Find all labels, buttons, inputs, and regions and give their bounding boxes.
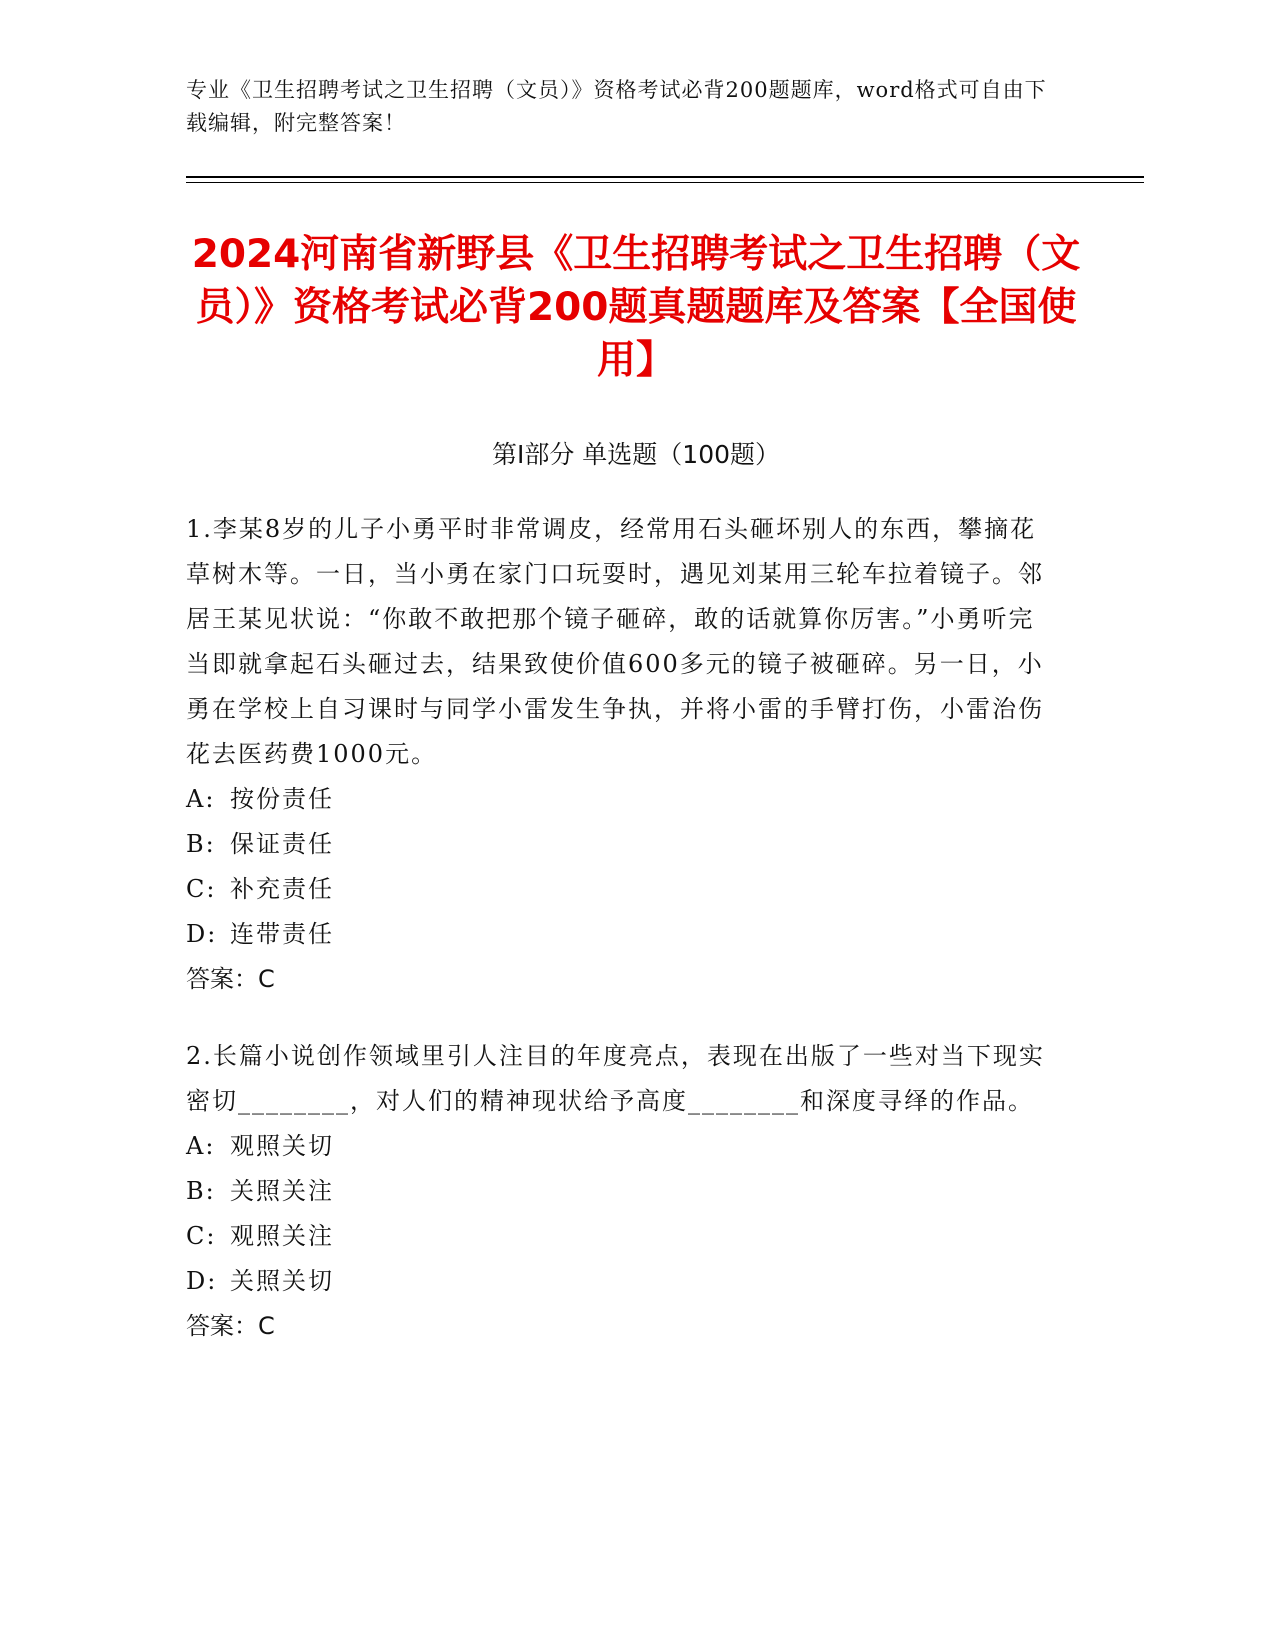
option-text: 关照关切 [230,1267,334,1295]
option-key: A: [186,785,216,813]
question-1 [186,507,1056,1002]
option-b [186,822,1056,867]
question-stem: 1.李某8岁的儿子小勇平时非常调皮，经常用石头砸坏别人的东西，攀摘花草树木等。一日，当小勇在家门口玩耍时，遇见刘某用三轮车拉着镜子。邻居王某见状说：“你敢不敢把那个镜子砸碎，敢的话就算你厉害。”小勇听完当即就拿起石头砸过去，结果致使价值600多元的镜子被砸碎。另一日，小勇在学校上自习课时与同学小雷发生争执，并将小雷的手臂打伤，小雷治伤花去医药费1000元。 [186,515,1044,768]
option-text: 观照关切 [230,1132,334,1160]
option-c [186,1214,1056,1259]
option-a [186,1124,1056,1169]
option-b [186,1169,1056,1214]
option-text: 补充责任 [230,875,334,903]
option-key: A: [186,1132,216,1160]
option-text: 观照关注 [230,1222,334,1250]
option-text: 保证责任 [230,830,334,858]
option-a [186,777,1056,822]
option-d [186,1259,1056,1304]
option-d [186,912,1056,957]
header-note: 专业《卫生招聘考试之卫生招聘（文员）》资格考试必背200题题库，word格式可自由下载编辑，附完整答案！ [186,78,1047,135]
option-text: 连带责任 [230,920,334,948]
answer: 答案：C [186,965,275,993]
option-key: C: [186,1222,217,1250]
answer: 答案：C [186,1312,275,1340]
question-2 [186,1034,1056,1349]
header-rule-thin [186,182,1144,183]
option-key: B: [186,830,216,858]
option-key: D: [186,920,218,948]
header-rule-thick [186,176,1144,178]
option-text: 按份责任 [230,785,334,813]
option-key: C: [186,875,217,903]
option-c [186,867,1056,912]
document-title: 2024河南省新野县《卫生招聘考试之卫生招聘（文员）》资格考试必背200题真题题库及答案【全国使用】 [191,232,1081,383]
section-heading: 第I部分 单选题（100题） [491,440,781,469]
question-stem: 2.长篇小说创作领域里引人注目的年度亮点，表现在出版了一些对当下现实密切________，对人们的精神现状给予高度________和深度寻绎的作品。 [186,1042,1045,1115]
option-key: D: [186,1267,218,1295]
option-key: B: [186,1177,216,1205]
option-text: 关照关注 [230,1177,334,1205]
